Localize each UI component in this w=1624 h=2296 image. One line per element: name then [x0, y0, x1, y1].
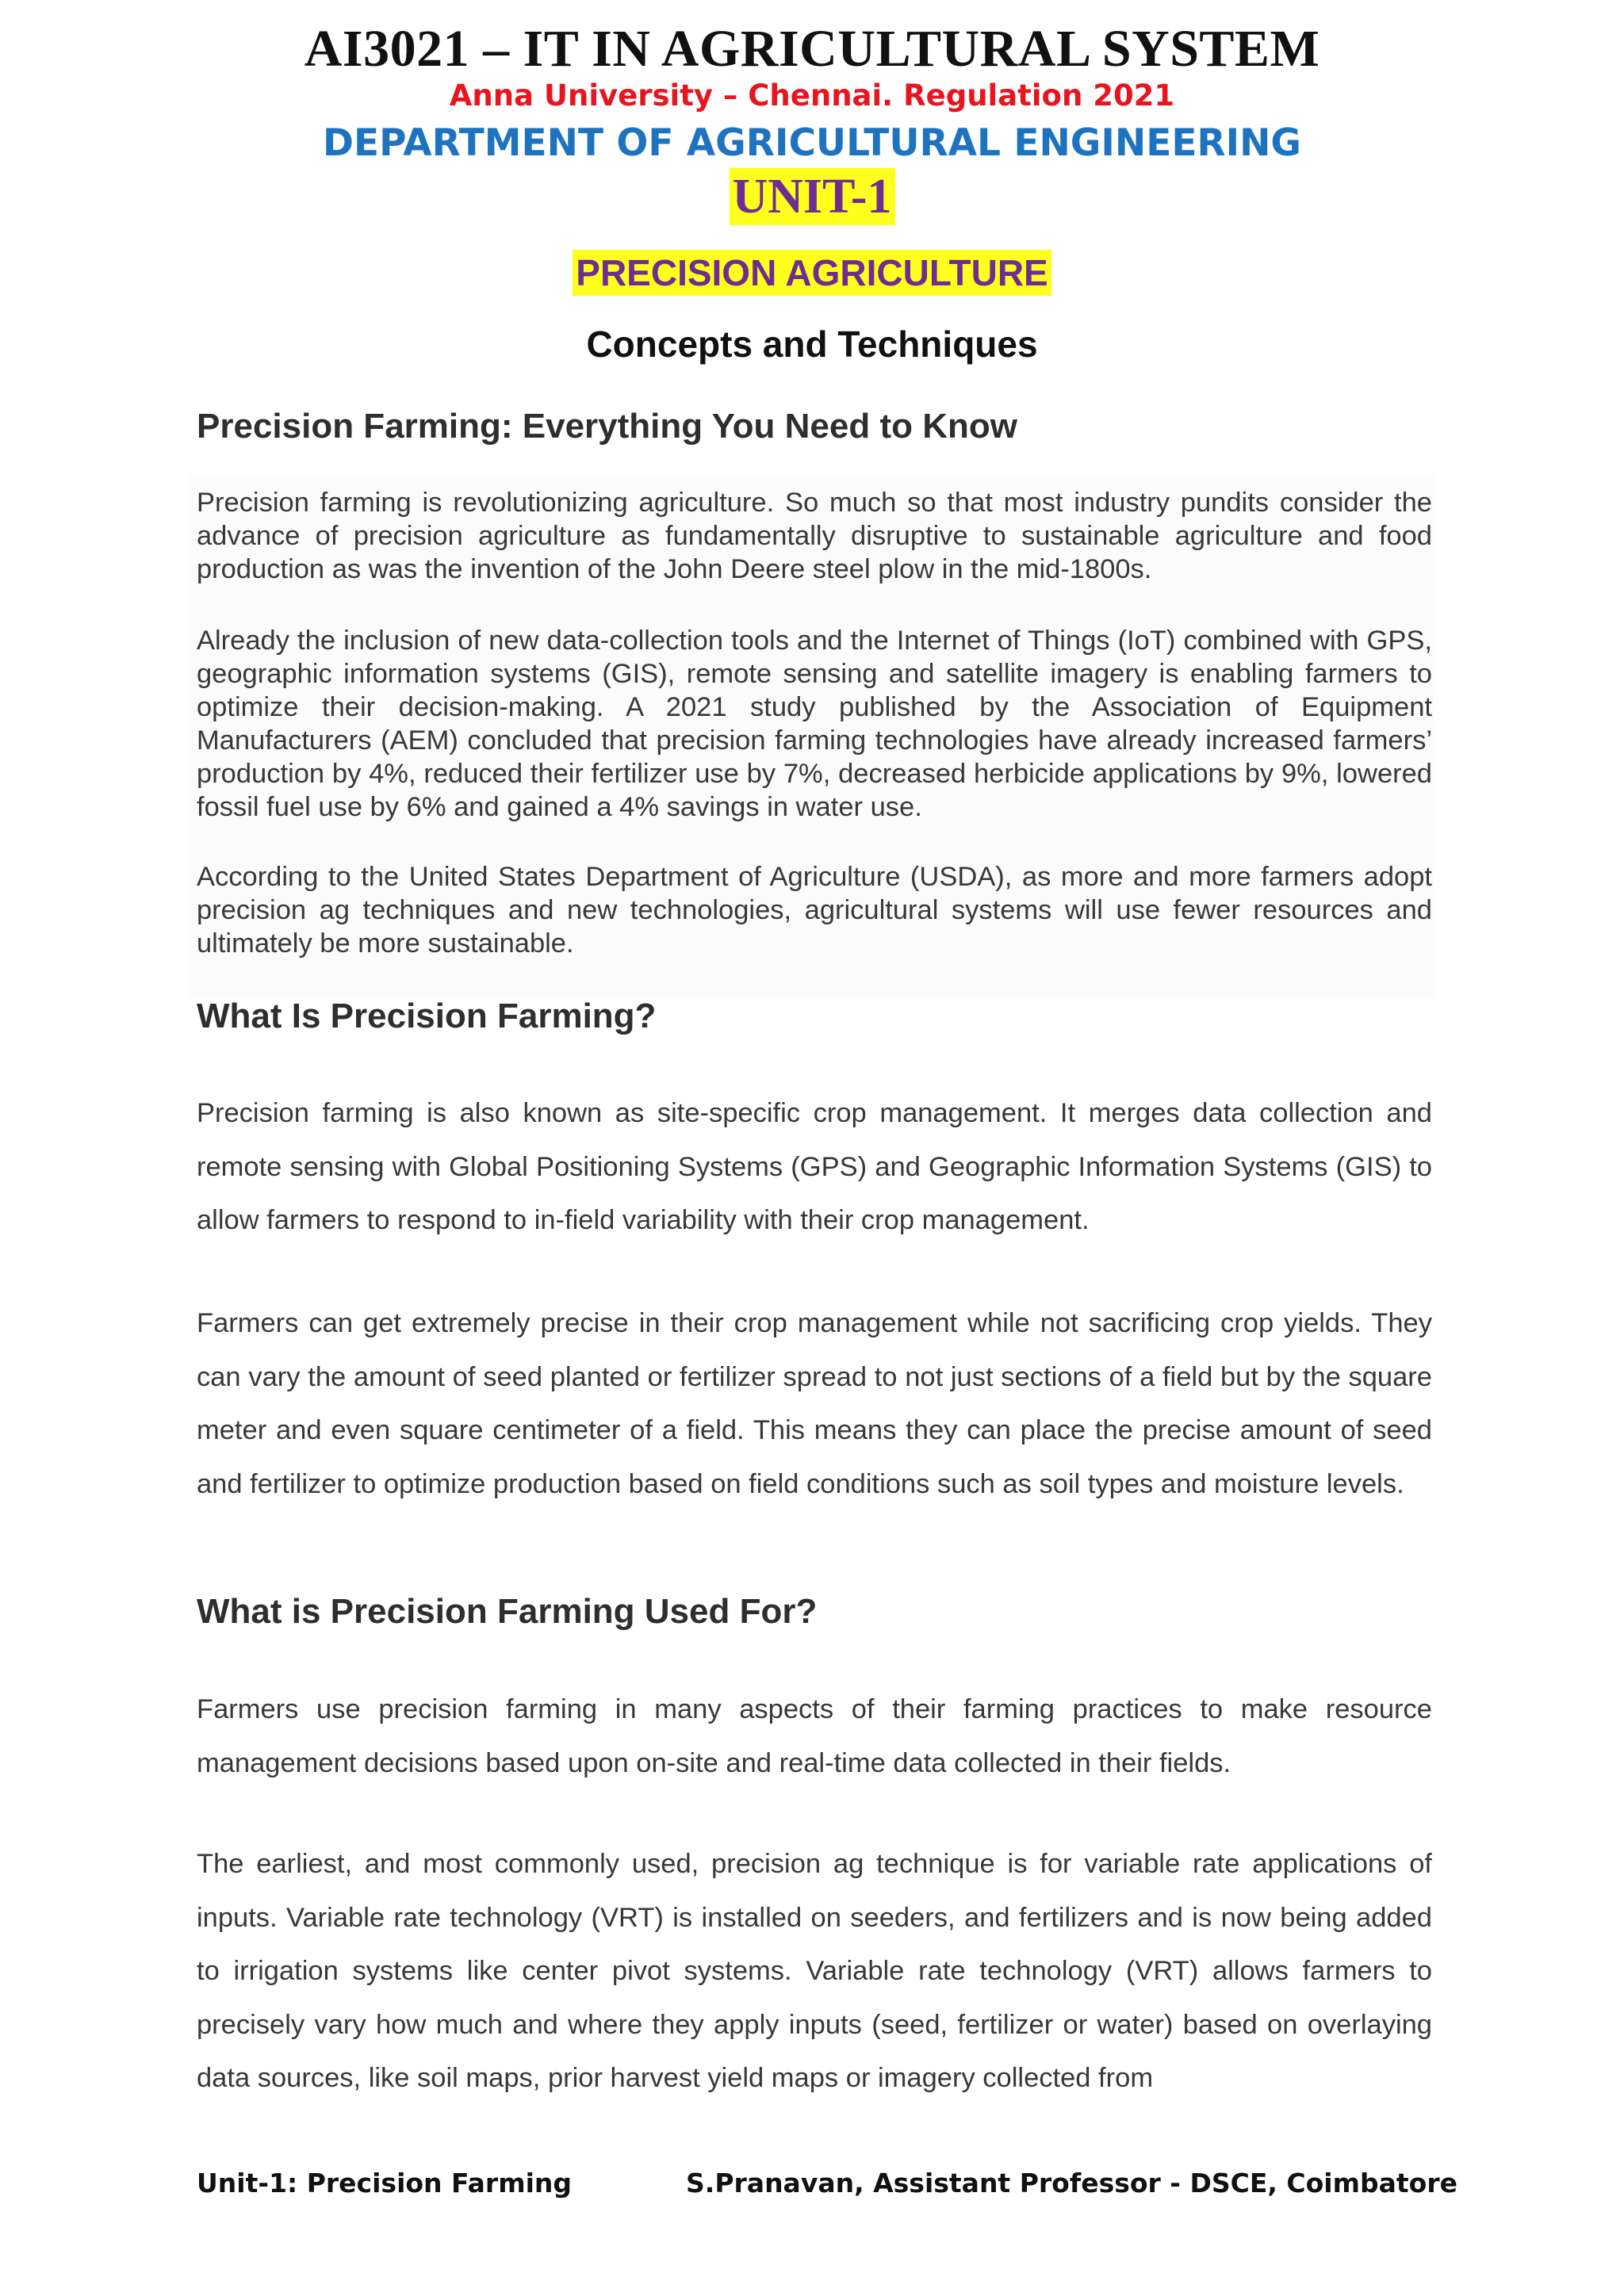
footer-unit-label: Unit-1: Precision Farming: [197, 2168, 573, 2198]
section-heading-used-for: What is Precision Farming Used For?: [197, 1592, 818, 1631]
university-regulation: Anna University – Chennai. Regulation 2021: [449, 78, 1175, 113]
topic-heading: [0, 250, 1624, 296]
page-subtitle: Concepts and Techniques: [586, 323, 1038, 365]
paragraph-variable-rate: The earliest, and most commonly used, precision ag technique is for variable rate applications of inputs. Variable rate technology (VRT) is installed on seeders, and fertilizers and is now being added to irrigation systems like center pivot systems. Variable rate technology (VRT) allows farmers to precisely vary how much and where they apply inputs (seed, fertilizer or water) based on overlaying data sources, like soil maps, prior harvest yield maps or imagery collected from: [197, 1849, 1432, 2093]
paragraph-usda: According to the United States Department of Agriculture (USDA), as more and more farmers adopt precision ag techniques and new technologies, agricultural systems will use fewer resources and ultimately be more sustainable.: [197, 862, 1432, 959]
section-heading-everything-you-need: Precision Farming: Everything You Need to Know: [197, 407, 1017, 446]
paragraph-resource-management: Farmers use precision farming in many aspects of their farming practices to make resource management decisions based upon on-site and real-time data collected in their fields.: [197, 1694, 1432, 1778]
paragraph-extremely-precise: Farmers can get extremely precise in their crop management while not sacrificing crop yields. They can vary the amount of seed planted or fertilizer spread to not just sections of a field but by the square meter and even square centimeter of a field. This means they can place the precise amount of seed and fertilizer to optimize production based on field conditions such as soil types and moisture levels.: [197, 1308, 1432, 1499]
paragraph-iot-gps: Already the inclusion of new data-collection tools and the Internet of Things (IoT) combined with GPS, geographic information systems (GIS), remote sensing and satellite imagery is enabling farmers to optimize their decision-making. A 2021 study published by the Association of Equipment Manufacturers (AEM) concluded that precision farming technologies have already increased farmers’ production by 4%, reduced their fertilizer use by 7%, decreased herbicide applications by 9%, lowered fossil fuel use by 6% and gained a 4% savings in water use.: [197, 626, 1432, 822]
topic-label: PRECISION AGRICULTURE: [573, 250, 1051, 296]
paragraph-site-specific: Precision farming is also known as site-specific crop management. It merges data collection and remote sensing with Global Positioning Systems (GPS) and Geographic Information Systems (GIS) to allow farmers to respond to in-field variability with their crop management.: [197, 1098, 1432, 1235]
section-heading-what-is: What Is Precision Farming?: [197, 997, 657, 1035]
unit-label: UNIT-1: [730, 168, 895, 225]
department-name: DEPARTMENT OF AGRICULTURAL ENGINEERING: [322, 121, 1302, 165]
unit-heading: [0, 168, 1624, 225]
course-title: AI3021 – IT IN AGRICULTURAL SYSTEM: [304, 20, 1320, 78]
paragraph-intro: Precision farming is revolutionizing agriculture. So much so that most industry pundits consider the advance of precision agriculture as fundamentally disruptive to sustainable agriculture and food production as was the invention of the John Deere steel plow in the mid-1800s.: [197, 488, 1432, 584]
footer-author: S.Pranavan, Assistant Professor - DSCE, Coimbatore: [686, 2168, 1457, 2198]
